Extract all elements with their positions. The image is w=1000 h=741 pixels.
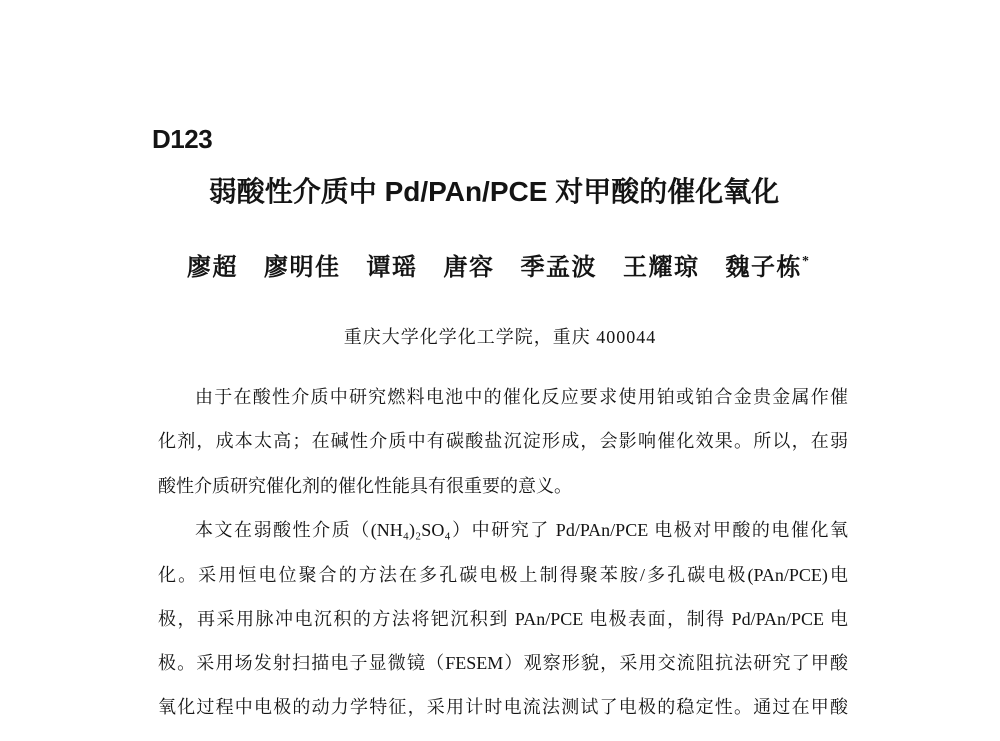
author-name: 廖超 (187, 255, 238, 281)
text-line: 酸性介质研究催化剂的催化性能具有很重要的意义。 (158, 476, 572, 496)
author-name: 季孟波 (520, 255, 597, 281)
text-line: 化。采用恒电位聚合的方法在多孔碳电极上制得聚苯胺/多孔碳电极(PAn/PCE)电 (158, 565, 848, 585)
author-name: 廖明佳 (264, 255, 341, 281)
author-list (0, 252, 996, 284)
text-line: 本文在弱酸性介质（(NH₄)₂SO₄）中研究了 Pd/PAn/PCE 电极对甲酸的电催化氧 (195, 520, 848, 540)
paper-title: 弱酸性介质中 Pd/PAn/PCE 对甲酸的催化氧化 (208, 176, 780, 207)
paper-code: D123 (152, 124, 213, 154)
corresponding-author-mark: * (802, 254, 809, 269)
text-line: 化剂，成本太高；在碱性介质中有碳酸盐沉淀形成，会影响催化效果。所以，在弱 (158, 431, 848, 451)
text-line: 氧化过程中电极的动力学特征，采用计时电流法测试了电极的稳定性。通过在甲酸 (158, 697, 848, 717)
author-name: 王耀琼 (623, 255, 700, 281)
author-name: 魏子栋 (725, 255, 802, 281)
author-name: 谭瑶 (366, 255, 418, 281)
affiliation: 重庆大学化学化工学院，重庆 400044 (343, 327, 657, 347)
text-line: 极。采用场发射扫描电子显微镜（FESEM）观察形貌，采用交流阻抗法研究了甲酸 (158, 653, 848, 673)
text-line: 由于在酸性介质中研究燃料电池中的催化反应要求使用铂或铂合金贵金属作催 (195, 387, 848, 407)
corresponding-author (726, 252, 810, 284)
author-name: 唐容 (443, 255, 495, 281)
text-line: 极，再采用脉冲电沉积的方法将钯沉积到 PAn/PCE 电极表面，制得 Pd/PAn/PCE 电 (158, 609, 848, 629)
